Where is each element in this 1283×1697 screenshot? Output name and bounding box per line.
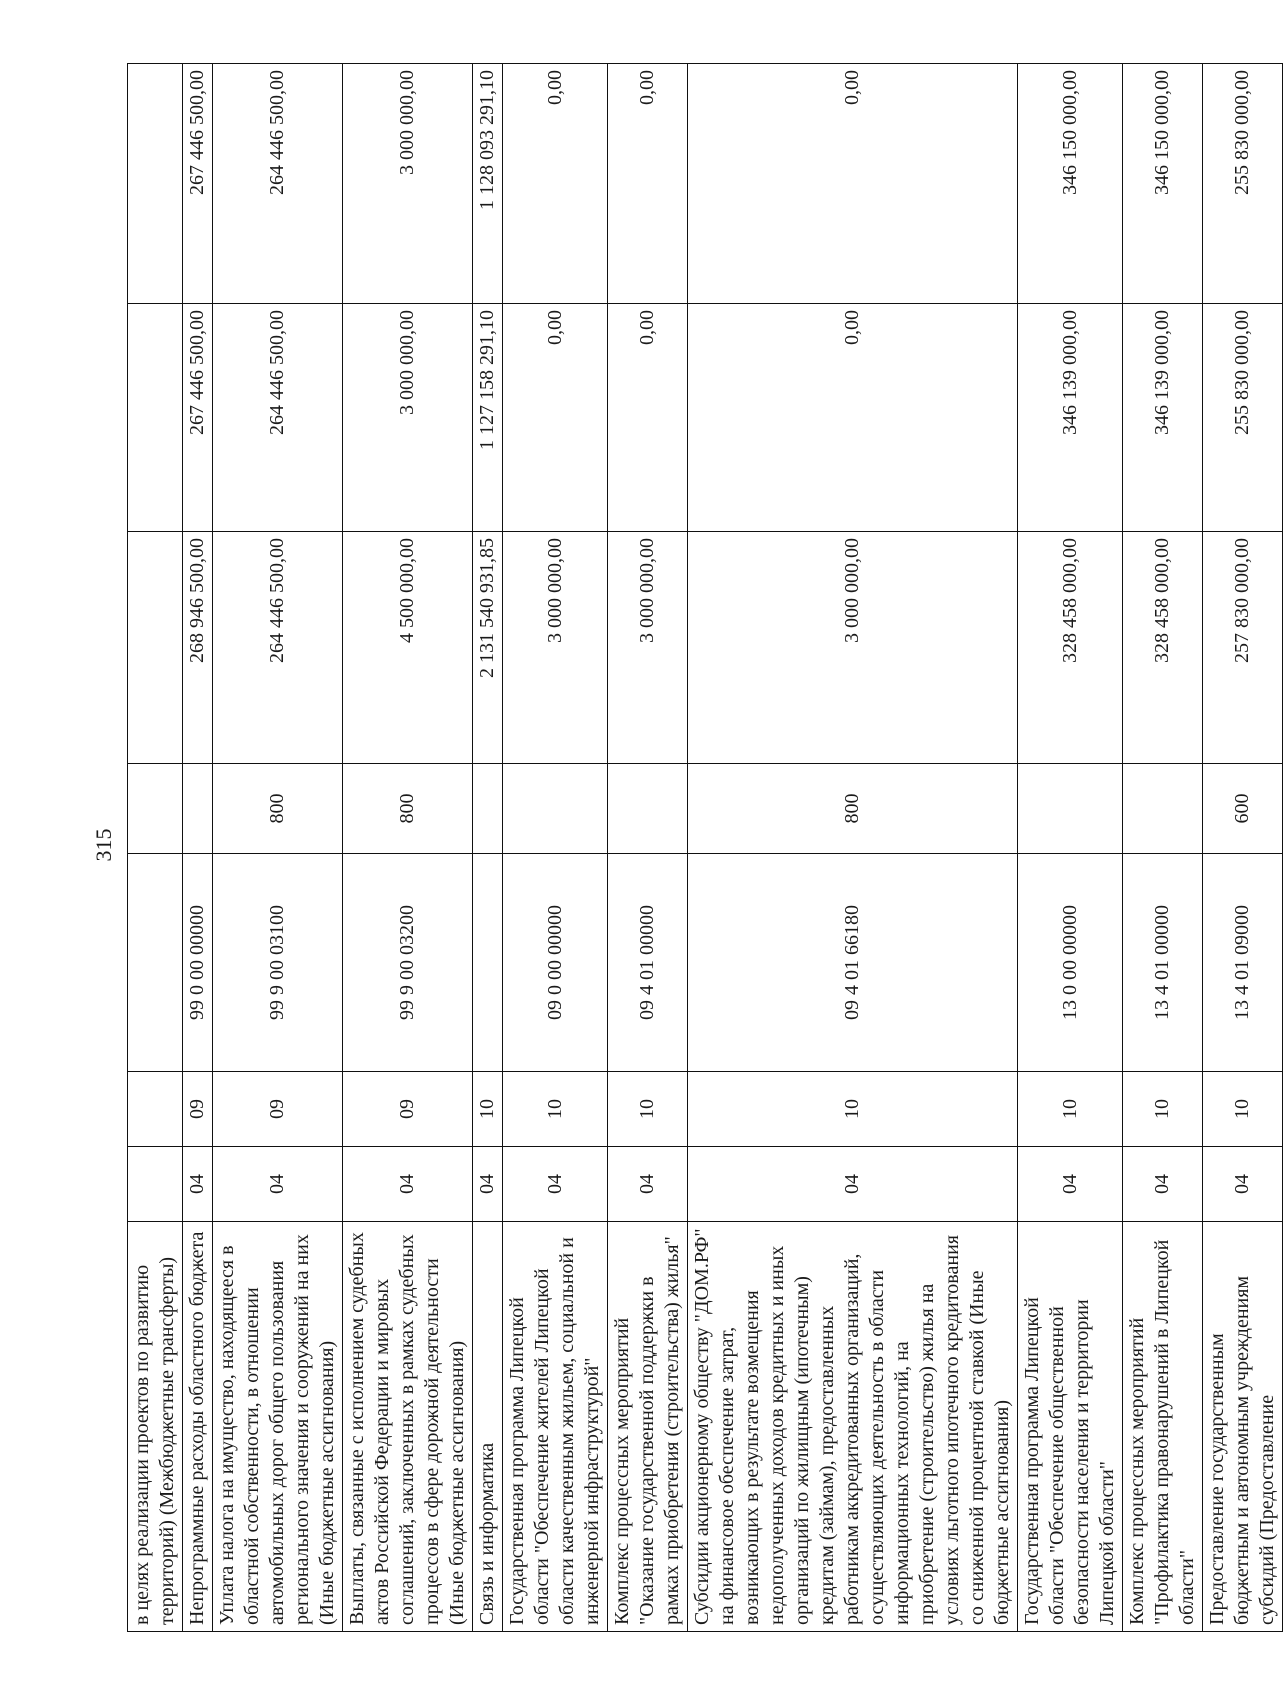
expense-type-code xyxy=(473,764,503,854)
table-row xyxy=(1018,64,1123,1632)
table-row xyxy=(1203,64,1283,1632)
ved-code: 04 xyxy=(213,1147,343,1222)
row-name: Государственная программа Липецкой области "Обеспечение общественной безопасности населения и территории Липецкой области" xyxy=(1018,1222,1123,1632)
section-code: 10 xyxy=(608,1072,688,1147)
ved-code: 04 xyxy=(343,1147,473,1222)
expense-type-code: 800 xyxy=(343,764,473,854)
expense-type-code xyxy=(608,764,688,854)
amount-year-3: 1 128 093 291,10 xyxy=(473,64,503,304)
amount-year-2: 0,00 xyxy=(688,304,1018,532)
section-code: 09 xyxy=(343,1072,473,1147)
amount-year-3: 0,00 xyxy=(688,64,1018,304)
target-article-code xyxy=(128,854,183,1072)
expense-type-code: 600 xyxy=(1203,764,1283,854)
page-number: 315 xyxy=(91,828,116,862)
expense-type-code xyxy=(183,764,213,854)
amount-year-2: 255 830 000,00 xyxy=(1203,304,1283,532)
row-name: Связь и информатика xyxy=(473,1222,503,1632)
target-article-code: 13 4 01 00000 xyxy=(1123,854,1203,1072)
amount-year-1: 328 458 000,00 xyxy=(1123,532,1203,764)
section-code: 10 xyxy=(1018,1072,1123,1147)
amount-year-3: 0,00 xyxy=(503,64,608,304)
expense-type-code: 800 xyxy=(213,764,343,854)
row-name: Непрограммные расходы областного бюджета xyxy=(183,1222,213,1632)
section-code: 10 xyxy=(473,1072,503,1147)
target-article-code: 09 0 00 00000 xyxy=(503,854,608,1072)
amount-year-1: 3 000 000,00 xyxy=(503,532,608,764)
section-code: 09 xyxy=(183,1072,213,1147)
ved-code: 04 xyxy=(473,1147,503,1222)
amount-year-2: 0,00 xyxy=(608,304,688,532)
amount-year-3 xyxy=(128,64,183,304)
row-name: Государственная программа Липецкой области "Обеспечение жителей Липецкой области качественным жильем, социальной и инженерной инфраструктурой" xyxy=(503,1222,608,1632)
target-article-code: 09 4 01 00000 xyxy=(608,854,688,1072)
target-article-code: 13 4 01 09000 xyxy=(1203,854,1283,1072)
budget-table-rotated xyxy=(127,64,1278,1632)
amount-year-3: 346 150 000,00 xyxy=(1018,64,1123,304)
amount-year-3: 346 150 000,00 xyxy=(1123,64,1203,304)
ved-code: 04 xyxy=(1203,1147,1283,1222)
row-name: в целях реализации проектов по развитию территорий) (Межбюджетные трансферты) xyxy=(128,1222,183,1632)
row-name: Субсидии акционерному обществу "ДОМ.РФ" на финансовое обеспечение затрат, возникающих в результате возмещения недополученных доходов кредитных и иных организаций по жилищным (ипотечным) кредитам (займам), предоставленных работникам аккредитованных организаций, осуществляющих деятельность в области информационных технологий, на приобретение (строительство) жилья на условиях льготного ипотечного кредитования со сниженной процентной ставкой (Иные бюджетные ассигнования) xyxy=(688,1222,1018,1632)
amount-year-3: 267 446 500,00 xyxy=(183,64,213,304)
ved-code xyxy=(128,1147,183,1222)
target-article-code: 99 9 00 03200 xyxy=(343,854,473,1072)
section-code: 10 xyxy=(1203,1072,1283,1147)
expense-type-code xyxy=(503,764,608,854)
amount-year-2: 264 446 500,00 xyxy=(213,304,343,532)
section-code: 10 xyxy=(503,1072,608,1147)
section-code: 10 xyxy=(1123,1072,1203,1147)
target-article-code: 09 4 01 66180 xyxy=(688,854,1018,1072)
table-row xyxy=(343,64,473,1632)
amount-year-3: 264 446 500,00 xyxy=(213,64,343,304)
ved-code: 04 xyxy=(503,1147,608,1222)
row-name: Предоставление государственным бюджетным и автономным учреждениям субсидий (Предоставление xyxy=(1203,1222,1283,1632)
amount-year-3: 255 830 000,00 xyxy=(1203,64,1283,304)
amount-year-2: 346 139 000,00 xyxy=(1018,304,1123,532)
ved-code: 04 xyxy=(688,1147,1018,1222)
row-name: Комплекс процессных мероприятий "Оказание государственной поддержки в рамках приобретения (строительства) жилья" xyxy=(608,1222,688,1632)
table-row xyxy=(688,64,1018,1632)
table-row xyxy=(128,64,183,1632)
amount-year-1: 257 830 000,00 xyxy=(1203,532,1283,764)
table-row xyxy=(608,64,688,1632)
ved-code: 04 xyxy=(1018,1147,1123,1222)
ved-code: 04 xyxy=(183,1147,213,1222)
amount-year-1: 264 446 500,00 xyxy=(213,532,343,764)
table-row xyxy=(183,64,213,1632)
section-code: 09 xyxy=(213,1072,343,1147)
amount-year-2: 346 139 000,00 xyxy=(1123,304,1203,532)
amount-year-1: 4 500 000,00 xyxy=(343,532,473,764)
target-article-code: 99 0 00 00000 xyxy=(183,854,213,1072)
target-article-code xyxy=(473,854,503,1072)
target-article-code: 13 0 00 00000 xyxy=(1018,854,1123,1072)
expense-type-code: 800 xyxy=(688,764,1018,854)
amount-year-2: 1 127 158 291,10 xyxy=(473,304,503,532)
row-name: Выплаты, связанные с исполнением судебных актов Российской Федерации и мировых соглашений, заключенных в рамках судебных процессов в сфере дорожной деятельности (Иные бюджетные ассигнования) xyxy=(343,1222,473,1632)
amount-year-2: 267 446 500,00 xyxy=(183,304,213,532)
target-article-code: 99 9 00 03100 xyxy=(213,854,343,1072)
amount-year-1: 328 458 000,00 xyxy=(1018,532,1123,764)
amount-year-2: 0,00 xyxy=(503,304,608,532)
amount-year-2 xyxy=(128,304,183,532)
table-row xyxy=(473,64,503,1632)
amount-year-1: 3 000 000,00 xyxy=(608,532,688,764)
amount-year-1: 268 946 500,00 xyxy=(183,532,213,764)
amount-year-3: 0,00 xyxy=(608,64,688,304)
expense-type-code xyxy=(128,764,183,854)
section-code xyxy=(128,1072,183,1147)
table-row xyxy=(503,64,608,1632)
expense-type-code xyxy=(1123,764,1203,854)
amount-year-1 xyxy=(128,532,183,764)
row-name: Уплата налога на имущество, находящееся в областной собственности, в отношении автомобильных дорог общего пользования регионального значения и сооружений на них (Иные бюджетные ассигнования) xyxy=(213,1222,343,1632)
amount-year-1: 2 131 540 931,85 xyxy=(473,532,503,764)
expense-type-code xyxy=(1018,764,1123,854)
table-row xyxy=(1123,64,1203,1632)
ved-code: 04 xyxy=(1123,1147,1203,1222)
amount-year-2: 3 000 000,00 xyxy=(343,304,473,532)
table-row xyxy=(213,64,343,1632)
amount-year-3: 3 000 000,00 xyxy=(343,64,473,304)
budget-table xyxy=(127,63,1283,1632)
section-code: 10 xyxy=(688,1072,1018,1147)
row-name: Комплекс процессных мероприятий "Профилактика правонарушений в Липецкой области" xyxy=(1123,1222,1203,1632)
ved-code: 04 xyxy=(608,1147,688,1222)
amount-year-1: 3 000 000,00 xyxy=(688,532,1018,764)
